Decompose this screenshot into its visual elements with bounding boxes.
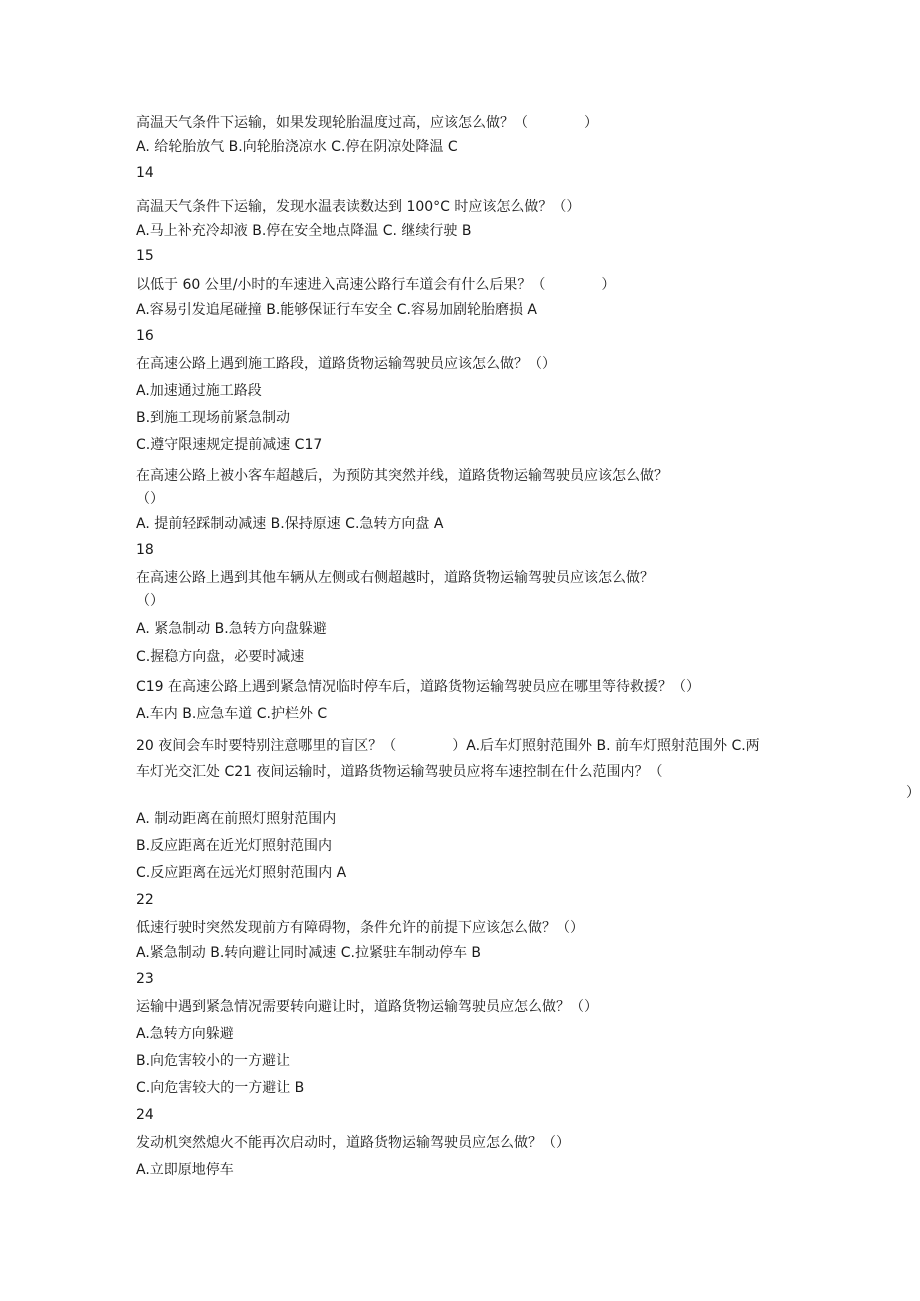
question-20-21-paragraph: 20 夜间会车时要特别注意哪里的盲区？（ ）A.后车灯照射范围外 B. 前车灯照射范围外 C.两车灯光交汇处 C21 夜间运输时，道路货物运输驾驶员应将车速控制在什么范围内？（	[136, 738, 760, 780]
question-18-blank: （）	[136, 593, 164, 609]
question-14-stem: 高温天气条件下运输，发现水温表读数达到 100°C 时应该怎么做？（）	[136, 199, 581, 215]
question-16-stem: 在高速公路上遇到施工路段，道路货物运输驾驶员应该怎么做？（）	[136, 356, 556, 372]
question-number: 14	[136, 165, 154, 181]
question-number: 24	[136, 1107, 154, 1123]
question-17-blank: （）	[136, 491, 164, 507]
question-13-options: A. 给轮胎放气 B.向轮胎浇凉水 C.停在阴凉处降温 C	[136, 139, 458, 155]
question-14-options: A.马上补充冷却液 B.停在安全地点降温 C. 继续行驶 B	[136, 223, 472, 239]
question-22-options: A.紧急制动 B.转向避让同时减速 C.拉紧驻车制动停车 B	[136, 945, 482, 961]
question-24-option-a: A.立即原地停车	[136, 1162, 234, 1178]
question-number: 16	[136, 328, 154, 344]
question-23-option-a: A.急转方向躲避	[136, 1026, 234, 1042]
question-number: 22	[136, 892, 154, 908]
question-21-option-b: B.反应距离在近光灯照射范围内	[136, 838, 333, 854]
question-16-option-b: B.到施工现场前紧急制动	[136, 410, 291, 426]
question-13-stem: 高温天气条件下运输，如果发现轮胎温度过高，应该怎么做？（ ）	[136, 115, 598, 131]
question-19-options: A.车内 B.应急车道 C.护栏外 C	[136, 706, 328, 722]
question-23-stem: 运输中遇到紧急情况需要转向避让时，道路货物运输驾驶员应怎么做？（）	[136, 999, 598, 1015]
question-23-option-b: B.向危害较小的一方避让	[136, 1053, 291, 1069]
question-21-option-a: A. 制动距离在前照灯照射范围内	[136, 811, 337, 827]
question-number: 15	[136, 248, 154, 264]
question-18-option-ab: A. 紧急制动 B.急转方向盘躲避	[136, 621, 327, 637]
question-22-stem: 低速行驶时突然发现前方有障碍物，条件允许的前提下应该怎么做？（）	[136, 920, 584, 936]
question-16-option-c: C.遵守限速规定提前减速 C17	[136, 437, 323, 453]
question-21-option-c: C.反应距离在远光灯照射范围内 A	[136, 865, 347, 881]
question-15-stem: 以低于 60 公里/小时的车速进入高速公路行车道会有什么后果？（ ）	[136, 277, 616, 293]
question-17-stem: 在高速公路上被小客车超越后，为预防其突然并线，道路货物运输驾驶员应该怎么做？	[136, 468, 668, 484]
question-number: 18	[136, 542, 154, 558]
question-16-option-a: A.加速通过施工路段	[136, 383, 262, 399]
question-24-stem: 发动机突然熄火不能再次启动时，道路货物运输驾驶员应怎么做？（）	[136, 1135, 570, 1151]
question-18-stem: 在高速公路上遇到其他车辆从左侧或右侧超越时，道路货物运输驾驶员应该怎么做？	[136, 570, 654, 586]
question-18-option-c: C.握稳方向盘，必要时减速	[136, 649, 305, 665]
question-23-option-c: C.向危害较大的一方避让 B	[136, 1080, 305, 1096]
question-19-stem: C19 在高速公路上遇到紧急情况临时停车后，道路货物运输驾驶员应在哪里等待救援？（）	[136, 679, 701, 695]
question-15-options: A.容易引发追尾碰撞 B.能够保证行车安全 C.容易加剧轮胎磨损 A	[136, 302, 537, 318]
question-17-options: A. 提前轻踩制动减速 B.保持原速 C.急转方向盘 A	[136, 516, 444, 532]
question-number: 23	[136, 971, 154, 987]
question-21-blank-close: ）	[906, 785, 920, 801]
